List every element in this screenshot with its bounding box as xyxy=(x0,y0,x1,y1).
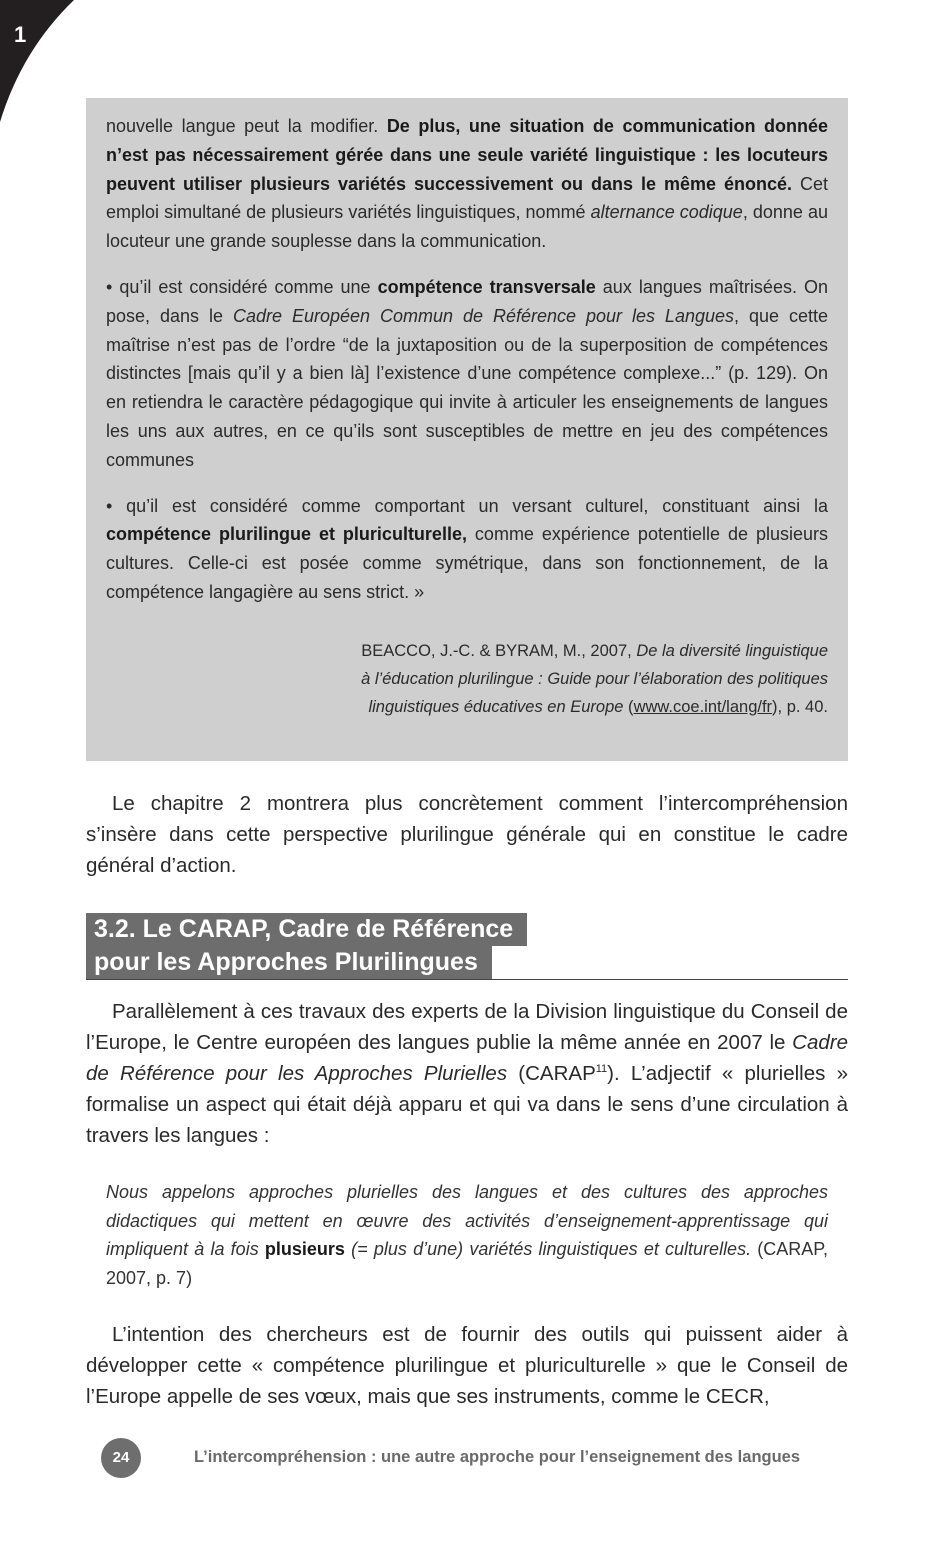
text: • qu’il est considéré comme une xyxy=(106,276,378,297)
reference-author: BEACCO, J.-C. & BYRAM, M., 2007, xyxy=(361,641,637,660)
reference-title: linguistiques éducatives en Europe xyxy=(368,697,624,716)
bold-text: compétence plurilingue et pluriculturelle, xyxy=(106,524,467,545)
section-heading-line-1: 3.2. Le CARAP, Cadre de Référence xyxy=(86,913,527,946)
text: , que cette maîtrise n’est pas de l’ordre “de la juxtaposition ou de la superposition de compétences distinctes [mais qu’il y a bien là] l’existence d’une compétence complexe...” (p. 129). On en retiendra le caractère pédagogique qui invite à articuler les enseignements de langues les uns aux autres, en ce qu’ils sont susceptibles de mettre en jeu des compétences communes xyxy=(106,305,828,470)
body-paragraph-carap xyxy=(86,996,848,1151)
chapter-number: 1 xyxy=(14,22,27,47)
italic-text: Cadre de Référence pour les Approches Plurielles xyxy=(86,1031,848,1085)
reference-link[interactable]: www.coe.int/lang/fr xyxy=(633,697,773,716)
heading-rule xyxy=(86,979,848,980)
text: nouvelle langue peut la modifier. xyxy=(106,116,387,136)
text: ). L’adjectif « plurielles » formalise un aspect qui était déjà apparu et qui va dans le sens d’une circulation à travers les langues : xyxy=(86,1062,848,1147)
reference-title: De la diversité linguistique xyxy=(636,641,828,660)
bold-text: compétence transversale xyxy=(377,276,596,297)
text: (CARAP xyxy=(507,1062,596,1085)
section-heading xyxy=(86,913,848,979)
italic-text: alternance codique xyxy=(590,202,743,223)
italic-text: (= plus d’une) variétés linguistiques et culturelles. xyxy=(344,1239,752,1259)
text: Cet emploi simultané de plusieurs variétés linguistiques, nommé xyxy=(106,173,828,223)
body-paragraph-chapter2: Le chapitre 2 montrera plus concrètement comment l’intercompréhension s’insère dans cette perspective plurilingue générale qui en constitue le cadre général d’action. xyxy=(86,792,848,877)
section-heading-line-2: pour les Approches Plurilingues xyxy=(86,946,492,979)
quote-paragraph-1 xyxy=(106,112,828,256)
running-title: L’intercompréhension : une autre approche pour l’enseignement des langues xyxy=(194,1448,801,1466)
reference-title: à l’éducation plurilingue : Guide pour l’élaboration des politiques xyxy=(361,669,828,688)
italic-text: Nous appelons approches plurielles des langues et des cultures des approches didactiques qui mettent en œuvre des activités d’enseignement-apprentissage qui impliquent à la fois xyxy=(106,1182,828,1259)
quote-box xyxy=(86,98,848,761)
quote-reference xyxy=(106,637,828,721)
text: comme expérience potentielle de plusieurs cultures. Celle-ci est posée comme symétrique, dans son fonctionnement, de la compétence langagière au sens strict. » xyxy=(106,524,828,602)
text: Parallèlement à ces travaux des experts de la Division linguistique du Conseil de l’Europe, le Centre européen des langues publie la même année en 2007 le xyxy=(86,1000,848,1054)
italic-text: Cadre Européen Commun de Référence pour les Langues xyxy=(232,305,734,326)
citation-block xyxy=(106,1178,828,1292)
text: , donne au locuteur une grande souplesse dans la communication. xyxy=(106,202,829,252)
bold-text: De plus, une situation de communication donnée n’est pas nécessairement gérée dans une seule variété linguistique : les locuteurs peuvent utiliser plusieurs variétés successivement ou dans le même énoncé. xyxy=(106,116,828,194)
text: ( xyxy=(623,697,634,716)
quote-paragraph-3 xyxy=(106,492,828,607)
page-number-badge: 24 xyxy=(101,1438,141,1478)
citation-source: (CARAP, 2007, p. 7) xyxy=(106,1239,828,1288)
footnote-ref[interactable]: 11 xyxy=(595,1063,608,1076)
chapter-corner-tab xyxy=(0,0,80,130)
text: aux langues maîtrisées. On pose, dans le xyxy=(106,276,828,326)
text: ), p. 40. xyxy=(772,697,828,716)
body-paragraph-intention: L’intention des chercheurs est de fournir des outils qui puissent aider à développer cette « compétence plurilingue et pluriculturelle » que le Conseil de l’Europe appelle de ses vœux, mais que ses instruments, comme le CECR, xyxy=(86,1323,848,1408)
bold-text: plusieurs xyxy=(264,1239,345,1259)
text: • qu’il est considéré comme comportant un versant culturel, constituant ainsi la xyxy=(106,495,828,516)
quote-paragraph-2 xyxy=(106,273,828,475)
